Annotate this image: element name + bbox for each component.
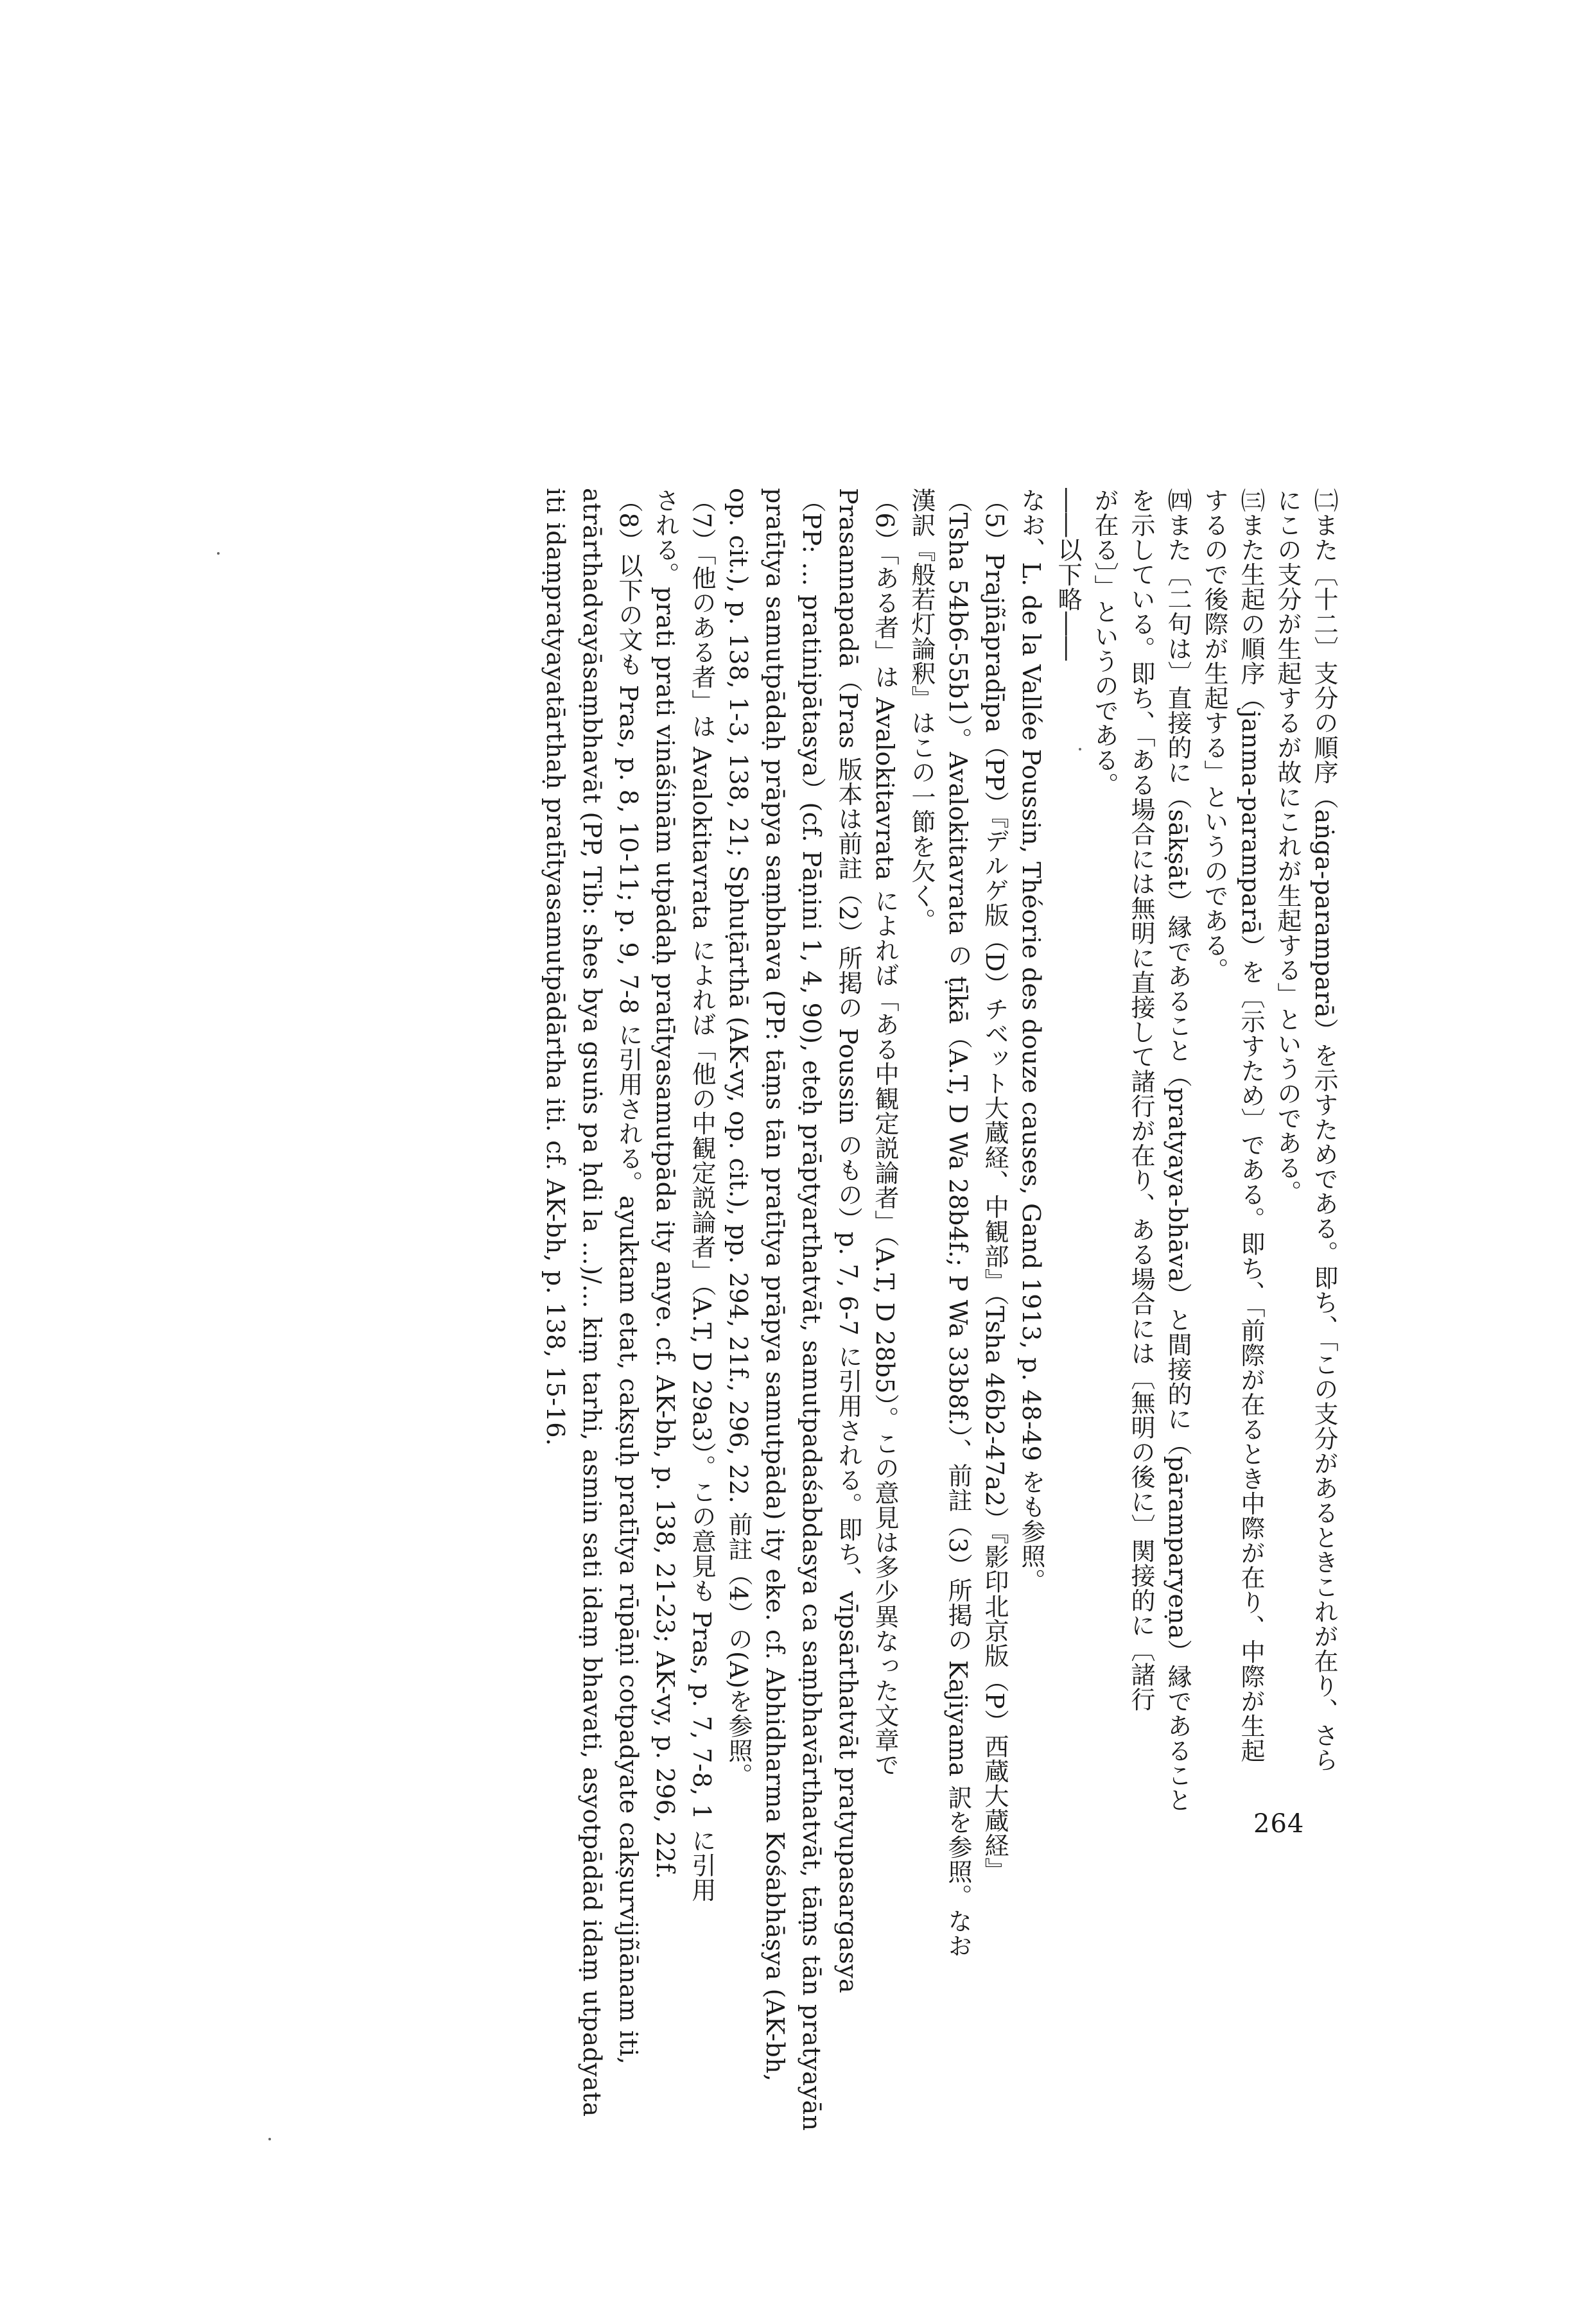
footnote-6-line: Prasannapadā（Pras 版本は前註（2）所掲の Poussin のもの）p. 7, 6-7 に引用される。即ち、vīpsārthatvāt pratyupasargasya (834, 488, 862, 1994)
text-line: ㈣また〔二句は〕直接的に（sākṣāt）縁であること（pratyaya-bhāva）と間接的に（pāramparyeṇa）縁であること (1163, 488, 1192, 1813)
footnote-7-line: （7）「他のある者」は Avalokitavrata によれば「他の中観定説論者」（A.T, D 29a3）。この意見も Pras, p. 7, 7-8, 1 に引用 (688, 488, 716, 1902)
footnote-6-line: （PP: … pratinipātasya）(cf. Pāṇini 1, 4, 90), eteḥ prāptyarthatvāt, samutpadaśabdasya ca saṃbhavārthatvāt, tāṃs tān pratyayān (797, 488, 826, 2131)
footnote-6-line: pratītya samutpādaḥ prāpya saṃbhava (PP: tāṃs tān pratītya prāpya samutpāda) ity eke. cf. Abhidharma Kośabhāṣya (AK-bh, (761, 488, 789, 2082)
section-break: ――以下略―― (1054, 488, 1082, 661)
scan-speck (268, 2138, 271, 2140)
footnote-5-line: 漢訳『般若灯論釈』はこの一節を欠く。 (907, 488, 936, 933)
footnote-8-line: （8）以下の文も Pras, p. 8, 10-11; p. 9, 7-8 に引用される。ayuktam etat, cakṣuḥ pratītya rūpāṇi cotpadyate cakṣurvijñānam iti, (614, 488, 643, 2065)
text-line: が在る〕」というのである。 (1090, 488, 1119, 797)
text-line: するので後際が生起する」というのである。 (1200, 488, 1228, 982)
footnote-8-line: atrārthadvayāsaṃbhavāt (PP, Tib: shes bya gsuṅs pa ḥdi la …)/… kiṃ tarhi, asmin sati idaṃ bhavati, asyotpādād idaṃ utpadyata (578, 488, 606, 2117)
footnote-6-line: （6）「ある者」は Avalokitavrata によれば「ある中観定説論者」（A.T, D 28b5）。この意見は多少異なった文章で (871, 488, 899, 1778)
scan-speck (217, 552, 220, 555)
footnote-8-line: iti idaṃpratyayatārthaḥ pratītyasamutpādārtha iti. cf. AK-bh, p. 138, 15-16. (541, 488, 570, 1446)
scan-speck (1079, 748, 1081, 750)
text-line: なお、L. de la Vallée Poussin, Théorie des douze causes, Gand 1913, p. 48-49 をも参照。 (1017, 488, 1045, 1593)
text-line: を示している。即ち、「ある場合には無明に直接して諸行が在り、ある場合には〔無明の後に〕関接的に〔諸行 (1127, 488, 1155, 1712)
footnote-7-line: される。prati prati vināśinām utpādaḥ pratītyasamutpāda ity anye. cf. AK-bh, p. 138, 21-23; AK-vy, p. 296, 22f. (651, 488, 679, 1880)
footnote-5-line: （5）Prajñāpradīpa（PP）『デルゲ版（D）チベット大蔵経、中観部』（Tsha 46b2-47a2）『影印北京版（P）西蔵大蔵経』 (980, 488, 1009, 1882)
text-line: ㈢また生起の順序（janma-paramparā）を〔示すため〕である。即ち、「前際が在るとき中際が在り、中際が生起 (1237, 488, 1265, 1764)
text-line: ㈡また〔十二〕支分の順序（aṅga-paramparā）を示すためである。即ち、「この支分があるときこれが在り、さら (1310, 488, 1338, 1773)
text-line: にこの支分が生起するが故にこれが生起する」というのである。 (1273, 488, 1302, 1205)
footnote-6-line: op. cit.), p. 138, 1-3, 138, 21; Sphuṭārthā (AK-vy, op. cit.), pp. 294, 21f., 296, 22. 前註（4）の(A)を参照。 (724, 488, 753, 1788)
footnote-5-line: （Tsha 54b6-55b1）。Avalokitavrata の ṭīkā（A.T, D Wa 28b4f.; P Wa 33b8f.）、前註（3）所掲の Kajiyama 訳を参照。なお (944, 488, 972, 1958)
page-number: 264 (1253, 1809, 1305, 1839)
